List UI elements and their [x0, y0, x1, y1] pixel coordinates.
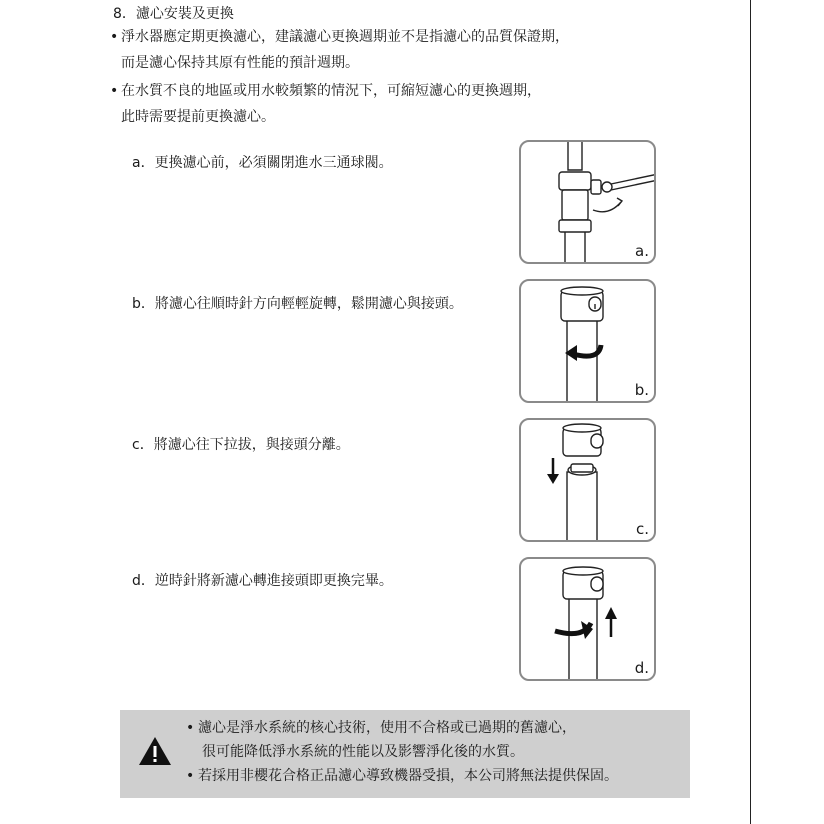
warning-line-3: 若採用非櫻花合格正品濾心導致機器受損，本公司將無法提供保固。 [198, 768, 618, 784]
warning-box [120, 710, 690, 798]
bullet: • [186, 720, 195, 736]
warning-line-1: 濾心是淨水系統的核心技術，使用不合格或已過期的舊濾心， [198, 720, 576, 736]
paragraph-1 [110, 24, 569, 76]
bullet: • [110, 29, 119, 45]
warning-triangle-icon [138, 736, 172, 766]
bullet: • [186, 768, 195, 784]
corner-label: b. [634, 381, 649, 399]
section-heading: 8．濾心安裝及更換 [113, 6, 234, 22]
step-a-illustration [519, 140, 656, 264]
step-a-text: a．更換濾心前，必須關閉進水三通球閥。 [132, 155, 393, 171]
paragraph-2-line-2: 此時需要提前更換濾心。 [121, 109, 275, 125]
step-d-illustration [519, 557, 656, 681]
warning-line-2: 很可能降低淨水系統的性能以及影響淨化後的水質。 [202, 744, 524, 760]
paragraph-1-line-1: 淨水器應定期更換濾心，建議濾心更換週期並不是指濾心的品質保證期， [121, 29, 569, 45]
step-b-illustration [519, 279, 656, 403]
step-b-text: b．將濾心往順時針方向輕輕旋轉，鬆開濾心與接頭。 [132, 296, 463, 312]
warning-text [186, 716, 618, 788]
step-c-illustration [519, 418, 656, 542]
paragraph-1-line-2: 而是濾心保持其原有性能的預計週期。 [121, 55, 359, 71]
page-right-border [750, 0, 751, 824]
paragraph-2 [110, 78, 541, 130]
step-c-text: c．將濾心往下拉拔，與接頭分離。 [132, 437, 350, 453]
corner-label: c. [635, 520, 649, 538]
step-d-text: d．逆時針將新濾心轉進接頭即更換完畢。 [132, 573, 393, 589]
corner-label: d. [634, 659, 649, 677]
paragraph-2-line-1: 在水質不良的地區或用水較頻繁的情況下，可縮短濾心的更換週期， [121, 83, 541, 99]
corner-label: a. [635, 242, 649, 260]
bullet: • [110, 83, 119, 99]
